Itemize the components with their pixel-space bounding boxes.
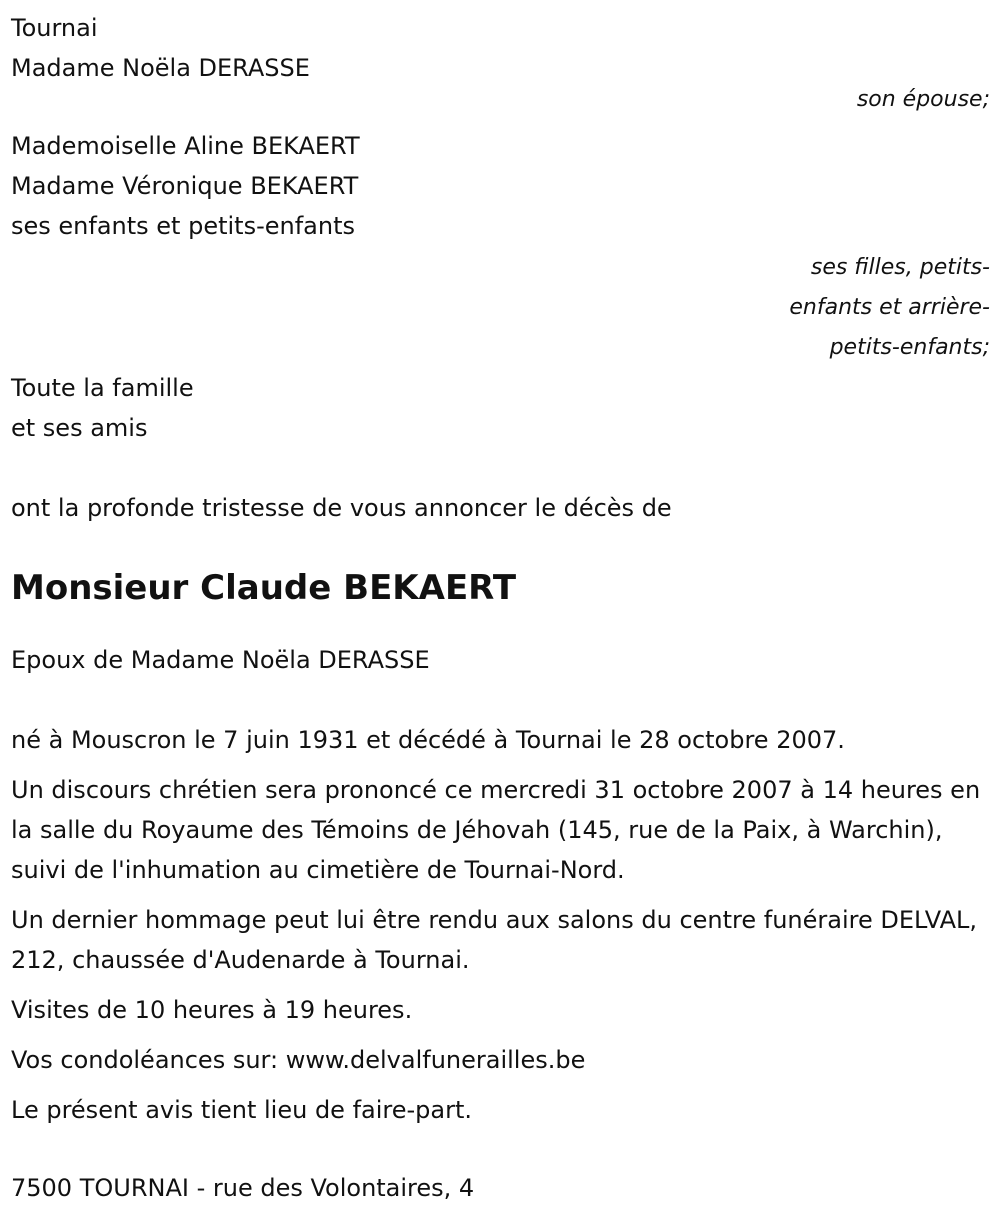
visits-line: Visites de 10 heures à 19 heures.	[11, 996, 413, 1024]
family-line: Toute la famille	[11, 374, 194, 402]
spacer	[11, 1140, 990, 1168]
ceremony-paragraph: Un discours chrétien sera prononcé ce mercredi 31 octobre 2007 à 14 heures en la salle du Royaume des Témoins de Jéhovah (145, rue de la Paix, à Warchin), suivi de l'inhumation au cimetière de Tournai-Nord.	[11, 776, 981, 884]
children-relation-line-1: ses filles, petits-	[810, 255, 990, 280]
friends-line: et ses amis	[11, 414, 148, 442]
spouse-name: Madame Noëla DERASSE	[11, 54, 310, 82]
child-name-2: Madame Véronique BEKAERT	[11, 172, 359, 200]
deceased-name: Monsieur Claude BEKAERT	[11, 568, 517, 608]
spacer	[11, 612, 990, 640]
announcement-intro: ont la profonde tristesse de vous annoncer le décès de	[11, 494, 672, 522]
spouse-relation: son épouse;	[856, 87, 990, 112]
birth-death-line: né à Mouscron le 7 juin 1931 et décédé à Tournai le 28 octobre 2007.	[11, 726, 845, 754]
condolences-line: Vos condoléances sur: www.delvalfunerailles.be	[11, 1046, 586, 1074]
child-name-1: Mademoiselle Aline BEKAERT	[11, 132, 360, 160]
grandchildren-line: ses enfants et petits-enfants	[11, 212, 356, 240]
spacer	[11, 680, 990, 720]
children-relation-line-3: petits-enfants;	[829, 335, 990, 360]
children-relation-line-2: enfants et arrière-	[789, 295, 990, 320]
tribute-paragraph: Un dernier hommage peut lui être rendu aux salons du centre funéraire DELVAL, 212, chaussée d'Audenarde à Tournai.	[11, 906, 978, 974]
address-line: 7500 TOURNAI - rue des Volontaires, 4	[11, 1174, 475, 1202]
notice-line: Le présent avis tient lieu de faire-part.	[11, 1096, 473, 1124]
spacer	[11, 448, 990, 488]
spouse-of-line: Epoux de Madame Noëla DERASSE	[11, 646, 430, 674]
spacer	[11, 528, 990, 564]
place-line: Tournai	[11, 14, 98, 42]
